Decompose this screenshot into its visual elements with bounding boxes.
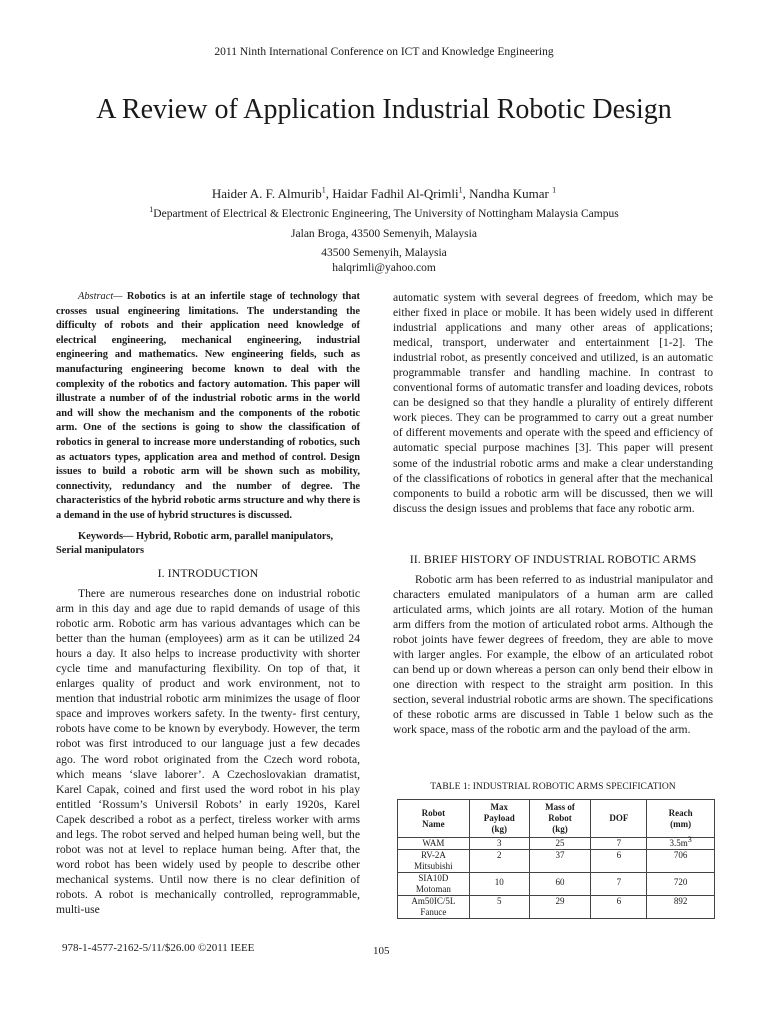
cell-mass: 25 <box>529 838 591 850</box>
author-affil-mark: 1 <box>321 185 326 195</box>
cell-dof: 7 <box>591 873 647 896</box>
table-header-row <box>398 800 715 838</box>
spec-table <box>397 799 715 919</box>
keywords <box>56 530 360 558</box>
abstract <box>56 290 360 524</box>
introduction-continued: automatic system with several degrees of freedom, which may be either fixed in place or mobile. It has been widely used in different industrial applications and many other areas of applications; medical, transport, underwater and entertainment [1-2]. The industrial robot, as presently conceived and utilized, is an automatic programmable transfer and handling machine. In contrast to conventional forms of automatic transfer and loading devices, robots can be designed so that they handle a plurality of entirely different work pieces. They can be programmed to carry out a great number of different movements and operate with the speed and efficiency of automatic special purpose machines [3]. This paper will present some of the industrial robotic arms and make a clear understanding of the classifications of robotics in general after that the mechanical components to build a robotic arm will be discussed, then we will discuss the design issues and problems that face any robotic arm. <box>393 291 713 515</box>
cell-dof: 6 <box>591 896 647 919</box>
cell-payload: 5 <box>469 896 529 919</box>
table-row <box>398 873 715 896</box>
affiliation-email[interactable]: halqrimli@yahoo.com <box>332 262 436 274</box>
cell-payload: 10 <box>469 873 529 896</box>
affiliation-street: Jalan Broga, 43500 Semenyih, Malaysia <box>291 228 477 240</box>
table-row <box>398 838 715 850</box>
conference-header: 2011 Ninth International Conference on ICT and Knowledge Engineering <box>214 46 554 58</box>
affiliation-department: $^1$Department of Electrical & Electronic Engineering, The University of Nottingham Malaysia Campus <box>149 205 619 220</box>
cell-robot-name: WAM <box>398 838 470 850</box>
cell-reach: 892 <box>647 896 715 919</box>
cell-reach: 706 <box>647 850 715 873</box>
table-row <box>398 896 715 919</box>
keywords-text: — Hybrid, Robotic arm, parallel manipulators, Serial manipulators <box>56 531 334 556</box>
author-name: Haidar Fadhil Al-Qrimli <box>332 186 459 201</box>
cell-reach: 720 <box>647 873 715 896</box>
section-1-heading: I. INTRODUCTION <box>157 566 259 580</box>
header-dof: DOF <box>591 800 647 838</box>
affiliation-city: 43500 Semenyih, Malaysia <box>321 247 447 259</box>
abstract-dash: — <box>113 291 127 302</box>
cell-mass: 29 <box>529 896 591 919</box>
table-row <box>398 850 715 873</box>
cell-mass: 60 <box>529 873 591 896</box>
keywords-label: Keywords <box>78 531 124 542</box>
cell-reach: $3.5m^3$ <box>647 838 715 850</box>
cell-dof: 7 <box>591 838 647 850</box>
section-2-heading: II. BRIEF HISTORY OF INDUSTRIAL ROBOTIC ARMS <box>409 552 697 566</box>
cell-robot-name: SIA10D Motoman <box>398 873 470 896</box>
table-caption: TABLE 1: INDUSTRIAL ROBOTIC ARMS SPECIFICATION <box>430 781 676 792</box>
header-max-payload: Max Payload (kg) <box>469 800 529 838</box>
section-1-body: There are numerous researches done on industrial robotic arm in this day and age due to rapid demands of usage of this robotic arm. Robotic arm has various advantages which can be better than the human (employees) arm as it can be utilized 24 hours a day. It also helps to increase productivity with shorter cycle time and manufacturing flexibility. On top of that, it enlarges quality of product and work environment, not to mention that industrial robotic arm minimizes the usage of floor space and improves workers safety. In the twenty- first century, robots have come to be known by everybody. However, the term robot was first introduced to our language just a few decades ago. The word robot originated from the Czech word robota, which means ‘slave laborer’. A Czechoslovakian dramatist, Karel Capak, coined and first used the word robot in his play entitled ‘Rossum’s Universil Robots’ in early 1920s, Karel Capek described a robot as a perfect, tireless worker with arms and legs. The robot served and helped human being well, but the robot was not at level to replace human being. After that, the word robot has been widely used by people to describe other mechanical systems. Until now there is no clear definition of robots. A robot is mechanically controlled, reprogrammable, multi-use <box>56 587 360 916</box>
author-list: Haider A. F. Almurib$^1$, Haidar Fadhil Al-Qrimli$^1$, Nandha Kumar $^1$ <box>211 185 557 201</box>
footer-isbn: 978-1-4577-2162-5/11/$26.00 ©2011 IEEE <box>62 942 255 954</box>
header-mass: Mass of Robot (kg) <box>529 800 591 838</box>
cell-robot-name: RV-2A Mitsubishi <box>398 850 470 873</box>
abstract-label: Abstract <box>78 291 114 302</box>
affiliation-mark: 1 <box>149 205 154 215</box>
header-reach: Reach (mm) <box>647 800 715 838</box>
header-robot-name: Robot Name <box>398 800 470 838</box>
paper-title: A Review of Application Industrial Robotic Design <box>96 94 672 125</box>
section-2-body: Robotic arm has been referred to as industrial manipulator and characters emulated manipulators of a human arm are called articulated arms, which joints are all rotary. Motion of the human arm differs from the motion of articulated robot arms. Although the robot joints have fewer degrees of freedom, they are able to move with larger angles. For example, the elbow of an articulated robot can bend up or down whereas a person can only bend their elbow in one direction with respect to the straight arm position. In this section, several industrial robotic arms are shown. The specifications of these robotic arms are discussed in Table 1 below such as the work space, mass of the robotic arm and the payload of the arm. <box>393 573 713 737</box>
cell-mass: 37 <box>529 850 591 873</box>
cell-payload: 2 <box>469 850 529 873</box>
author-name: Haider A. F. Almurib <box>211 186 322 201</box>
cell-dof: 6 <box>591 850 647 873</box>
page-number: 105 <box>373 945 390 957</box>
author-name: Nandha Kumar <box>469 186 549 201</box>
author-affil-mark: 1 <box>552 185 557 195</box>
spec-table-wrapper <box>397 799 715 919</box>
cell-payload: 3 <box>469 838 529 850</box>
cell-robot-name: Am50IC/5L Fanuce <box>398 896 470 919</box>
abstract-text: Robotics is at an infertile stage of technology that crosses usual engineering limitations. The understanding the difficulty of robots and their application need knowledge of electrical engineering, mechanical engineering, industrial engineering and mathematics. New engineering fields, such as manufacturing engineering become known to deal with the complexity of the robotics and factory automation. This paper will illustrate a number of of the industrial robotic arms in the world and will show the mechanism and the components of the robotic arm. One of the sections is going to show the classification of robotics in general to increase more understanding of robotics, such as actuators types, application area and method of control. Design issues to build a robotic arm will be shown such as mobility, connectivity, redundancy and the number of degree. The characteristics of the hybrid robotic arms structure and why there is a demand in the use of hybrid structures is discussed. <box>56 291 360 521</box>
author-affil-mark: 1 <box>458 185 463 195</box>
